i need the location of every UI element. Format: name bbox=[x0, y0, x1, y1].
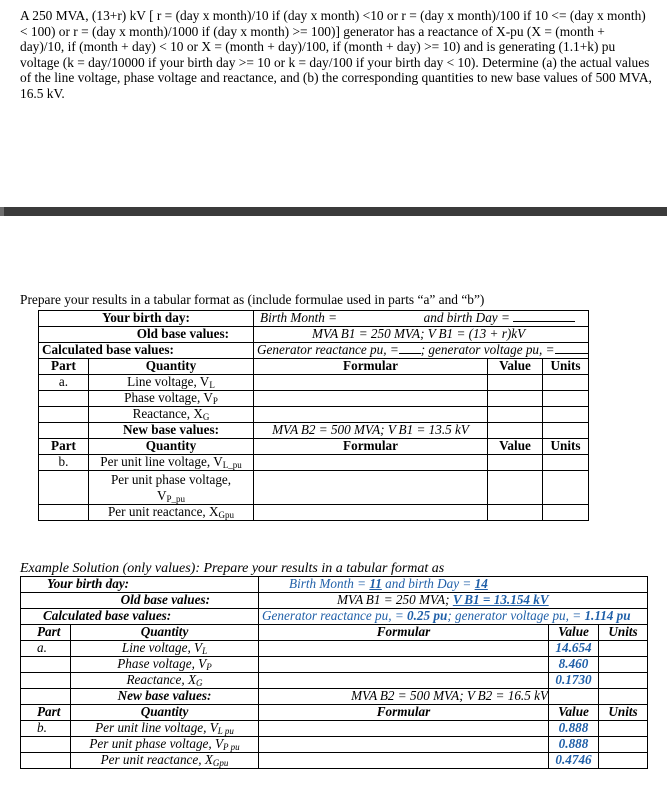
generator-values-field[interactable] bbox=[254, 343, 589, 359]
table-row bbox=[21, 737, 648, 753]
table-row bbox=[21, 721, 648, 737]
table-row bbox=[39, 407, 589, 423]
quantity-header: Quantity bbox=[89, 439, 254, 455]
value-cell[interactable] bbox=[488, 471, 543, 505]
part-b: b. bbox=[39, 455, 89, 471]
problem-statement: A 250 MVA, (13+r) kV [ r = (day x month)/10 if (day x month) <10 or r = (day x month)/100 if 10 <= (day x month) < 100) or r = (day x month)/1000 if (day x month) >= 100)] generator has a reactance of X-pu (X = (month + day)/10, if (month + day) < 10 or X = (month + day)/100, if (month + day) >= 10) and is generating (1.1+k) pu voltage (k = day/10000 if your birth day >= 10 or k = day/100 if your birth day < 10). Determine (a) the actual values of the line voltage, phase voltage and reactance, and (b) the corresponding quantities to new base values of 500 MVA, 16.5 kV. bbox=[20, 8, 652, 101]
part-header: Part bbox=[39, 359, 89, 375]
table-row bbox=[21, 641, 648, 657]
part-header: Part bbox=[21, 705, 71, 721]
value-header: Value bbox=[488, 359, 543, 375]
calc-base-label: Calculated base values: bbox=[21, 609, 259, 625]
formular-header: Formular bbox=[254, 439, 488, 455]
part-b: b. bbox=[21, 721, 71, 737]
pu-line-voltage-label: Per unit line voltage, $V_{L pu}$ bbox=[71, 721, 259, 737]
part-a: a. bbox=[21, 641, 71, 657]
reactance-label: Reactance, $X_G$ bbox=[89, 407, 254, 423]
example-title: Example Solution (only values): Prepare your results in a tabular format as bbox=[20, 561, 445, 576]
gen-reactance-label: Generator reactance pu, = bbox=[257, 342, 399, 358]
table-row bbox=[39, 359, 589, 375]
table-row bbox=[21, 593, 648, 609]
value-cell[interactable] bbox=[488, 375, 543, 391]
gen-voltage-label: ; generator voltage pu, = bbox=[420, 342, 555, 358]
table-row bbox=[39, 391, 589, 407]
pu-reactance-label: Per unit reactance, $X_{Gpu}$ bbox=[89, 505, 254, 521]
birth-month-day-field[interactable] bbox=[254, 311, 589, 327]
birth-month-label: Birth Month = bbox=[260, 310, 338, 326]
part-a: a. bbox=[39, 375, 89, 391]
value-cell[interactable] bbox=[488, 455, 543, 471]
units-header: Units bbox=[543, 439, 589, 455]
value-cell[interactable] bbox=[488, 505, 543, 521]
pu-reactance-value: 0.4746 bbox=[549, 753, 599, 769]
new-base-label: New base values: bbox=[89, 423, 254, 439]
value-cell[interactable] bbox=[488, 407, 543, 423]
units-cell[interactable] bbox=[543, 391, 589, 407]
units-cell[interactable] bbox=[543, 407, 589, 423]
old-base-label: Old base values: bbox=[39, 327, 254, 343]
old-base-label: Old base values: bbox=[21, 593, 259, 609]
units-cell[interactable] bbox=[543, 375, 589, 391]
formula-cell[interactable] bbox=[254, 375, 488, 391]
reactance-label: Reactance, $X_G$ bbox=[71, 673, 259, 689]
new-base-label: New base values: bbox=[71, 689, 259, 705]
table-row bbox=[21, 609, 648, 625]
formular-header: Formular bbox=[254, 359, 488, 375]
gen-voltage-value: 1.114 pu bbox=[584, 608, 631, 624]
units-cell[interactable] bbox=[543, 455, 589, 471]
formula-cell[interactable] bbox=[254, 407, 488, 423]
table-row bbox=[39, 439, 589, 455]
quantity-header: Quantity bbox=[71, 625, 259, 641]
units-cell[interactable] bbox=[543, 471, 589, 505]
table-row bbox=[39, 375, 589, 391]
pu-phase-voltage-label: Per unit phase voltage, $V_{P\_pu}$ bbox=[89, 471, 254, 505]
table-row bbox=[39, 455, 589, 471]
quantity-header: Quantity bbox=[71, 705, 259, 721]
line-voltage-value: 14.654 bbox=[549, 641, 599, 657]
section-divider bbox=[0, 207, 667, 216]
new-base-formula: MVA B2 = 500 MVA; V B2 = 16.5 kV bbox=[259, 689, 549, 705]
pu-line-voltage-value: 0.888 bbox=[549, 721, 599, 737]
formula-cell[interactable] bbox=[254, 471, 488, 505]
old-base-voltage-value: V B1 = 13.154 kV bbox=[452, 592, 549, 608]
birth-day-label: Your birth day: bbox=[39, 311, 254, 327]
value-header: Value bbox=[549, 705, 599, 721]
generator-values: Generator reactance pu, = 0.25 pu; generator voltage pu, = 1.114 pu bbox=[259, 609, 648, 625]
old-base-formula: MVA B1 = 250 MVA; V B1 = 13.154 kV bbox=[259, 593, 648, 609]
table-row bbox=[21, 673, 648, 689]
value-header: Value bbox=[488, 439, 543, 455]
table-row bbox=[21, 625, 648, 641]
table-row bbox=[39, 423, 589, 439]
line-voltage-label: Line voltage, $V_L$ bbox=[71, 641, 259, 657]
pu-reactance-label: Per unit reactance, $X_{Gpu}$ bbox=[71, 753, 259, 769]
old-base-formula: MVA B1 = 250 MVA; V B1 = (13 + r)kV bbox=[254, 327, 589, 343]
reactance-value: 0.1730 bbox=[549, 673, 599, 689]
part-header: Part bbox=[39, 439, 89, 455]
table-row bbox=[21, 689, 648, 705]
units-header: Units bbox=[599, 625, 648, 641]
birth-day-text: and birth Day = bbox=[423, 310, 510, 326]
units-cell[interactable] bbox=[543, 505, 589, 521]
new-base-formula: MVA B2 = 500 MVA; V B1 = 13.5 kV bbox=[254, 423, 488, 439]
formula-cell[interactable] bbox=[254, 391, 488, 407]
pu-line-voltage-label: Per unit line voltage, $V_{L\_pu}$ bbox=[89, 455, 254, 471]
formula-cell[interactable] bbox=[254, 455, 488, 471]
phase-voltage-label: Phase voltage, $V_P$ bbox=[89, 391, 254, 407]
table-row bbox=[21, 753, 648, 769]
part-header: Part bbox=[21, 625, 71, 641]
phase-voltage-value: 8.460 bbox=[549, 657, 599, 673]
formular-header: Formular bbox=[259, 625, 549, 641]
table-row bbox=[39, 311, 589, 327]
units-header: Units bbox=[599, 705, 648, 721]
gen-reactance-value: 0.25 pu bbox=[407, 608, 448, 624]
value-cell[interactable] bbox=[488, 391, 543, 407]
quantity-header: Quantity bbox=[89, 359, 254, 375]
line-voltage-label: Line voltage, $V_L$ bbox=[89, 375, 254, 391]
table-row bbox=[21, 657, 648, 673]
birth-month-day: Birth Month = 11 and birth Day = 14 bbox=[259, 577, 648, 593]
phase-voltage-label: Phase voltage, $V_P$ bbox=[71, 657, 259, 673]
pu-phase-voltage-value: 0.888 bbox=[549, 737, 599, 753]
pu-phase-voltage-label: Per unit phase voltage, $V_{P pu}$ bbox=[71, 737, 259, 753]
formular-header: Formular bbox=[259, 705, 549, 721]
results-template-table bbox=[38, 310, 589, 521]
calc-base-label: Calculated base values: bbox=[39, 343, 254, 359]
birth-day-label: Your birth day: bbox=[21, 577, 259, 593]
table-row bbox=[39, 505, 589, 521]
table-row bbox=[39, 471, 589, 505]
formula-cell[interactable] bbox=[254, 505, 488, 521]
table-row bbox=[21, 577, 648, 593]
example-solution-table bbox=[20, 576, 648, 769]
table-row bbox=[39, 327, 589, 343]
table-row bbox=[21, 705, 648, 721]
prepare-instruction: Prepare your results in a tabular format as (include formulae used in parts “a” and “b”) bbox=[20, 292, 485, 307]
birth-day-value: 14 bbox=[474, 576, 488, 592]
birth-month-value: 11 bbox=[369, 576, 382, 592]
value-header: Value bbox=[549, 625, 599, 641]
units-header: Units bbox=[543, 359, 589, 375]
table-row bbox=[39, 343, 589, 359]
